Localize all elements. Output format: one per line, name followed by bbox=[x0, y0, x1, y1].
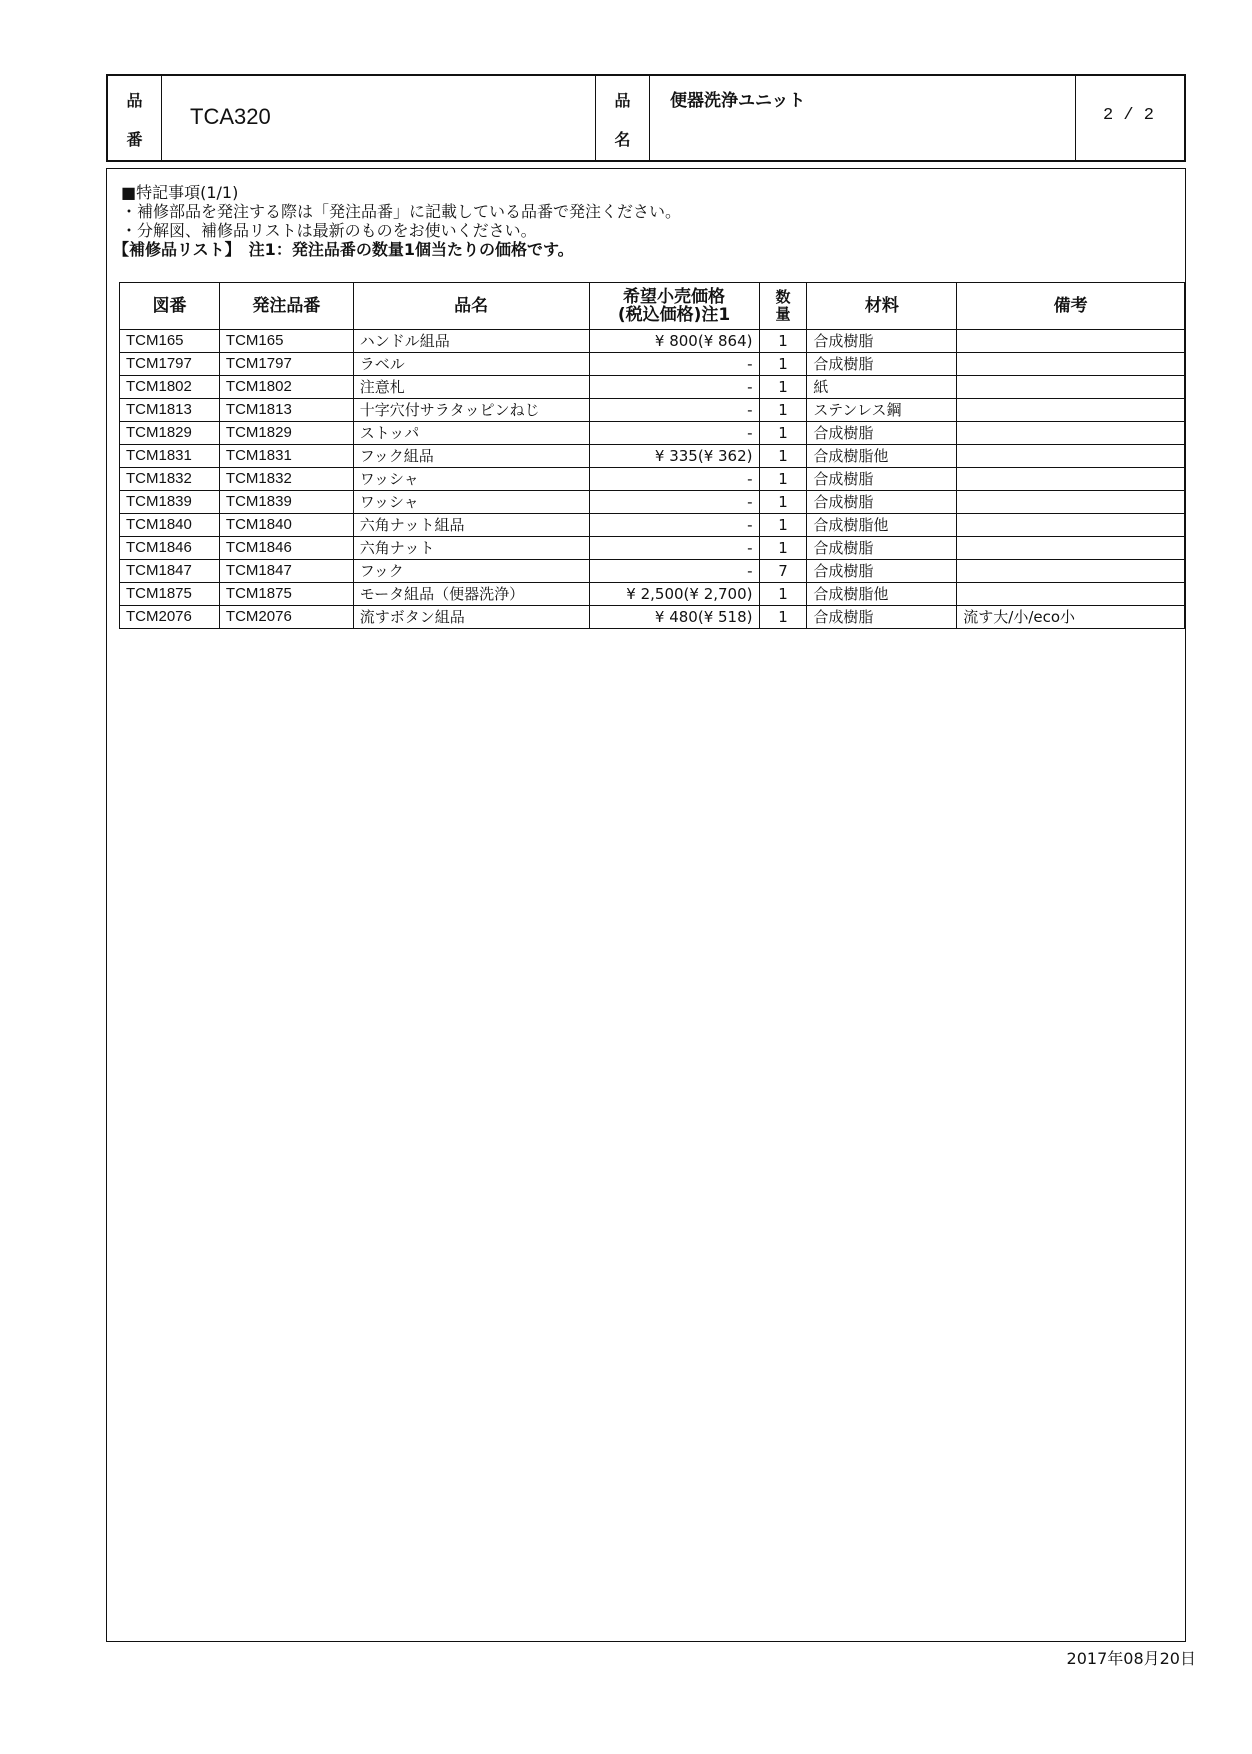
cell-remarks bbox=[957, 376, 1185, 399]
cell-remarks bbox=[957, 399, 1185, 422]
cell-remarks bbox=[957, 537, 1185, 560]
product-name-label-bottom: 名 bbox=[614, 130, 631, 149]
cell-part-name: ワッシャ bbox=[353, 468, 589, 491]
cell-part-name: フック組品 bbox=[353, 445, 589, 468]
parts-list-title: 【補修品リスト】 注1：発注品番の数量1個当たりの価格です。 bbox=[113, 240, 574, 259]
product-name-label bbox=[596, 76, 650, 160]
header-price-line-2: (税込価格)注1 bbox=[617, 305, 731, 325]
table-row bbox=[120, 583, 1185, 606]
cell-part-name: ストッパ bbox=[353, 422, 589, 445]
cell-remarks bbox=[957, 468, 1185, 491]
cell-material: 合成樹脂 bbox=[807, 330, 957, 353]
cell-price: - bbox=[589, 560, 759, 583]
cell-material: 合成樹脂 bbox=[807, 606, 957, 629]
table-row bbox=[120, 422, 1185, 445]
cell-material: 合成樹脂 bbox=[807, 537, 957, 560]
cell-price: - bbox=[589, 537, 759, 560]
cell-order-number: TCM1839 bbox=[219, 491, 353, 514]
cell-order-number: TCM1875 bbox=[219, 583, 353, 606]
cell-part-name: モータ組品（便器洗浄） bbox=[353, 583, 589, 606]
cell-quantity: 1 bbox=[759, 353, 807, 376]
cell-quantity: 1 bbox=[759, 583, 807, 606]
cell-fig-number: TCM1832 bbox=[120, 468, 220, 491]
cell-order-number: TCM1802 bbox=[219, 376, 353, 399]
cell-part-name: ハンドル組品 bbox=[353, 330, 589, 353]
table-row bbox=[120, 537, 1185, 560]
cell-order-number: TCM1797 bbox=[219, 353, 353, 376]
header-quantity-line-1: 数 bbox=[775, 288, 791, 306]
cell-quantity: 1 bbox=[759, 422, 807, 445]
cell-remarks: 流す大/小/eco小 bbox=[957, 606, 1185, 629]
cell-order-number: TCM2076 bbox=[219, 606, 353, 629]
cell-remarks bbox=[957, 514, 1185, 537]
product-code-label-bottom: 番 bbox=[126, 130, 143, 149]
table-row bbox=[120, 491, 1185, 514]
document-header bbox=[106, 74, 1186, 162]
cell-price: - bbox=[589, 468, 759, 491]
table-row bbox=[120, 353, 1185, 376]
cell-remarks bbox=[957, 445, 1185, 468]
cell-material: 合成樹脂 bbox=[807, 422, 957, 445]
cell-part-name: 流すボタン組品 bbox=[353, 606, 589, 629]
cell-price: - bbox=[589, 422, 759, 445]
page-number-cell bbox=[1076, 76, 1184, 160]
cell-quantity: 1 bbox=[759, 606, 807, 629]
cell-order-number: TCM1846 bbox=[219, 537, 353, 560]
table-row bbox=[120, 445, 1185, 468]
header-price-line-1: 希望小売価格 bbox=[623, 287, 726, 307]
cell-quantity: 1 bbox=[759, 468, 807, 491]
cell-remarks bbox=[957, 491, 1185, 514]
parts-table-body bbox=[120, 330, 1185, 629]
header-part-name: 品名 bbox=[353, 283, 589, 330]
cell-part-name: 十字穴付サラタッピンねじ bbox=[353, 399, 589, 422]
cell-material: ステンレス鋼 bbox=[807, 399, 957, 422]
document-date: 2017年08月20日 bbox=[1066, 1649, 1196, 1668]
parts-table bbox=[119, 282, 1185, 629]
cell-part-name: ラベル bbox=[353, 353, 589, 376]
cell-fig-number: TCM1846 bbox=[120, 537, 220, 560]
cell-quantity: 7 bbox=[759, 560, 807, 583]
cell-material: 合成樹脂 bbox=[807, 468, 957, 491]
cell-material: 合成樹脂他 bbox=[807, 514, 957, 537]
product-code: TCA320 bbox=[190, 104, 271, 129]
header-price bbox=[589, 283, 759, 330]
cell-quantity: 1 bbox=[759, 537, 807, 560]
cell-part-name: 六角ナット組品 bbox=[353, 514, 589, 537]
cell-price: ¥ 480(¥ 518) bbox=[589, 606, 759, 629]
product-name-cell bbox=[650, 76, 1076, 160]
notes-line-1: ・補修部品を発注する際は「発注品番」に記載している品番で発注ください。 bbox=[121, 202, 682, 221]
cell-material: 合成樹脂他 bbox=[807, 445, 957, 468]
header-quantity bbox=[759, 283, 807, 330]
header-order-number: 発注品番 bbox=[219, 283, 353, 330]
cell-order-number: TCM1832 bbox=[219, 468, 353, 491]
cell-fig-number: TCM1829 bbox=[120, 422, 220, 445]
cell-order-number: TCM165 bbox=[219, 330, 353, 353]
cell-fig-number: TCM1840 bbox=[120, 514, 220, 537]
cell-price: ¥ 335(¥ 362) bbox=[589, 445, 759, 468]
table-row bbox=[120, 560, 1185, 583]
document-body bbox=[106, 168, 1186, 1642]
cell-quantity: 1 bbox=[759, 330, 807, 353]
table-row bbox=[120, 330, 1185, 353]
special-notes bbox=[113, 183, 682, 259]
product-code-label-top: 品 bbox=[126, 91, 143, 110]
product-code-label bbox=[108, 76, 162, 160]
table-row bbox=[120, 376, 1185, 399]
cell-order-number: TCM1831 bbox=[219, 445, 353, 468]
cell-fig-number: TCM1839 bbox=[120, 491, 220, 514]
cell-price: - bbox=[589, 353, 759, 376]
cell-quantity: 1 bbox=[759, 376, 807, 399]
cell-part-name: フック bbox=[353, 560, 589, 583]
cell-fig-number: TCM165 bbox=[120, 330, 220, 353]
cell-fig-number: TCM1797 bbox=[120, 353, 220, 376]
cell-price: - bbox=[589, 376, 759, 399]
table-row bbox=[120, 514, 1185, 537]
cell-part-name: 六角ナット bbox=[353, 537, 589, 560]
cell-price: - bbox=[589, 514, 759, 537]
table-row bbox=[120, 468, 1185, 491]
cell-quantity: 1 bbox=[759, 514, 807, 537]
cell-fig-number: TCM1875 bbox=[120, 583, 220, 606]
cell-fig-number: TCM1847 bbox=[120, 560, 220, 583]
table-header-row bbox=[120, 283, 1185, 330]
cell-part-name: ワッシャ bbox=[353, 491, 589, 514]
cell-order-number: TCM1829 bbox=[219, 422, 353, 445]
header-quantity-line-2: 量 bbox=[775, 305, 791, 323]
cell-remarks bbox=[957, 353, 1185, 376]
cell-price: ¥ 800(¥ 864) bbox=[589, 330, 759, 353]
cell-fig-number: TCM2076 bbox=[120, 606, 220, 629]
cell-quantity: 1 bbox=[759, 399, 807, 422]
header-material: 材料 bbox=[807, 283, 957, 330]
notes-line-2: ・分解図、補修品リストは最新のものをお使いください。 bbox=[121, 221, 537, 240]
cell-price: - bbox=[589, 491, 759, 514]
cell-fig-number: TCM1802 bbox=[120, 376, 220, 399]
cell-remarks bbox=[957, 330, 1185, 353]
product-name: 便器洗浄ユニット bbox=[670, 91, 806, 111]
cell-order-number: TCM1813 bbox=[219, 399, 353, 422]
cell-price: - bbox=[589, 399, 759, 422]
cell-fig-number: TCM1813 bbox=[120, 399, 220, 422]
cell-material: 合成樹脂他 bbox=[807, 583, 957, 606]
page-number: 2 / 2 bbox=[1102, 106, 1154, 125]
cell-order-number: TCM1847 bbox=[219, 560, 353, 583]
cell-order-number: TCM1840 bbox=[219, 514, 353, 537]
cell-material: 合成樹脂 bbox=[807, 491, 957, 514]
cell-remarks bbox=[957, 583, 1185, 606]
cell-material: 合成樹脂 bbox=[807, 560, 957, 583]
product-name-label-top: 品 bbox=[614, 91, 631, 110]
cell-quantity: 1 bbox=[759, 445, 807, 468]
cell-material: 合成樹脂 bbox=[807, 353, 957, 376]
cell-material: 紙 bbox=[807, 376, 957, 399]
table-row bbox=[120, 606, 1185, 629]
notes-title: ■特記事項(1/1) bbox=[121, 183, 239, 202]
header-remarks: 備考 bbox=[957, 283, 1185, 330]
cell-quantity: 1 bbox=[759, 491, 807, 514]
cell-part-name: 注意札 bbox=[353, 376, 589, 399]
table-row bbox=[120, 399, 1185, 422]
cell-price: ¥ 2,500(¥ 2,700) bbox=[589, 583, 759, 606]
cell-remarks bbox=[957, 560, 1185, 583]
product-code-cell bbox=[162, 76, 596, 160]
header-fig-number: 図番 bbox=[120, 283, 220, 330]
cell-fig-number: TCM1831 bbox=[120, 445, 220, 468]
cell-remarks bbox=[957, 422, 1185, 445]
